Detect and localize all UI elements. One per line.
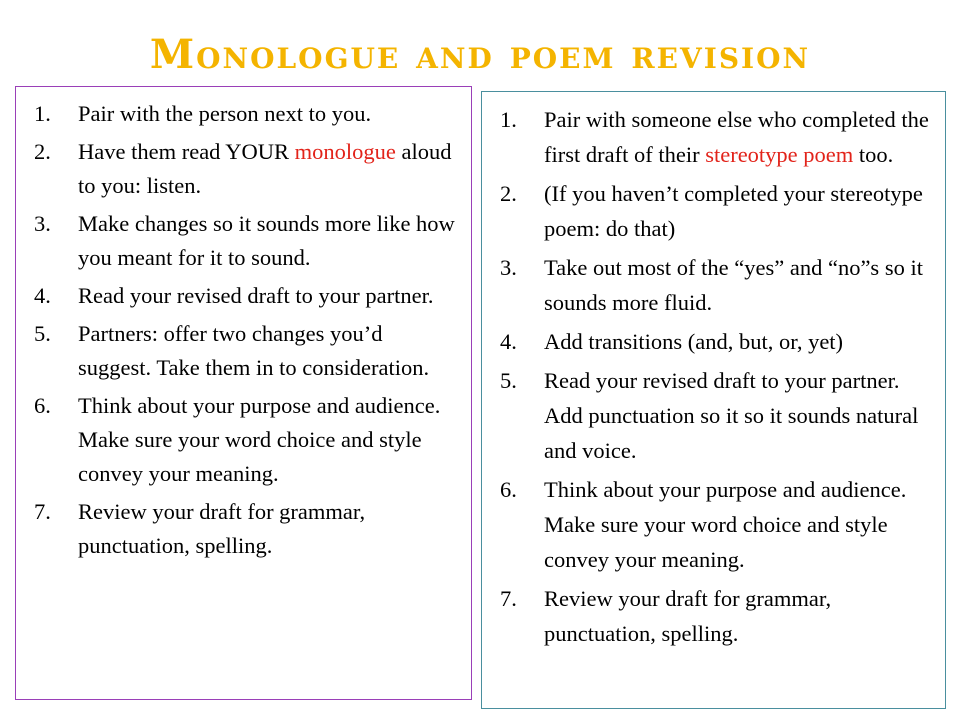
monologue-steps-list xyxy=(26,97,461,563)
step-text: Think about your purpose and audience. Make sure your word choice and style convey your meaning. xyxy=(78,393,441,486)
poem-steps-list xyxy=(492,102,935,651)
step-number: 5. xyxy=(34,321,51,346)
list-item xyxy=(26,389,461,491)
list-item xyxy=(26,317,461,385)
list-item xyxy=(26,495,461,563)
step-number: 1. xyxy=(34,101,51,126)
list-item xyxy=(492,176,935,246)
step-text: Have them read YOUR xyxy=(78,139,295,164)
list-item xyxy=(26,97,461,131)
list-item xyxy=(26,135,461,203)
step-number: 7. xyxy=(34,499,51,524)
step-text: Read your revised draft to your partner. Add punctuation so it so it sounds natural and voice. xyxy=(544,368,919,463)
list-item xyxy=(26,279,461,313)
step-number: 6. xyxy=(34,393,51,418)
monologue-revision-panel xyxy=(15,86,472,700)
step-highlight: monologue xyxy=(294,139,396,164)
step-text: Read your revised draft to your partner. xyxy=(78,283,434,308)
step-number: 4. xyxy=(34,283,51,308)
step-text: Make changes so it sounds more like how you meant for it to sound. xyxy=(78,211,455,270)
list-item xyxy=(492,102,935,172)
list-item xyxy=(492,250,935,320)
list-item xyxy=(492,581,935,651)
step-text: Review your draft for grammar, punctuation, spelling. xyxy=(78,499,366,558)
step-number: 2. xyxy=(500,181,517,206)
step-text: Partners: offer two changes you’d suggest. Take them in to consideration. xyxy=(78,321,430,380)
step-text-after: too. xyxy=(853,142,894,167)
step-highlight: stereotype poem xyxy=(705,142,854,167)
step-text: Take out most of the “yes” and “no”s so it sounds more fluid. xyxy=(544,255,923,315)
step-number: 5. xyxy=(500,368,517,393)
step-text: Pair with the person next to you. xyxy=(78,101,372,126)
step-number: 3. xyxy=(34,211,51,236)
step-number: 7. xyxy=(500,586,517,611)
step-number: 6. xyxy=(500,477,517,502)
list-item xyxy=(26,207,461,275)
step-text: Pair with someone else who completed the first draft of their xyxy=(544,107,929,167)
step-number: 4. xyxy=(500,329,517,354)
list-item xyxy=(492,324,935,359)
step-text-after: aloud to you: listen. xyxy=(78,139,452,198)
poem-revision-panel xyxy=(481,91,946,709)
list-item xyxy=(492,363,935,468)
step-number: 3. xyxy=(500,255,517,280)
slide-title: Monologue and poem revision xyxy=(149,31,811,78)
list-item xyxy=(492,472,935,577)
step-number: 1. xyxy=(500,107,517,132)
step-text: Think about your purpose and audience. Make sure your word choice and style convey your meaning. xyxy=(544,477,907,572)
step-text: (If you haven’t completed your stereotype poem: do that) xyxy=(544,181,923,241)
step-text: Review your draft for grammar, punctuation, spelling. xyxy=(544,586,832,646)
step-number: 2. xyxy=(34,139,51,164)
step-text: Add transitions (and, but, or, yet) xyxy=(544,329,844,354)
